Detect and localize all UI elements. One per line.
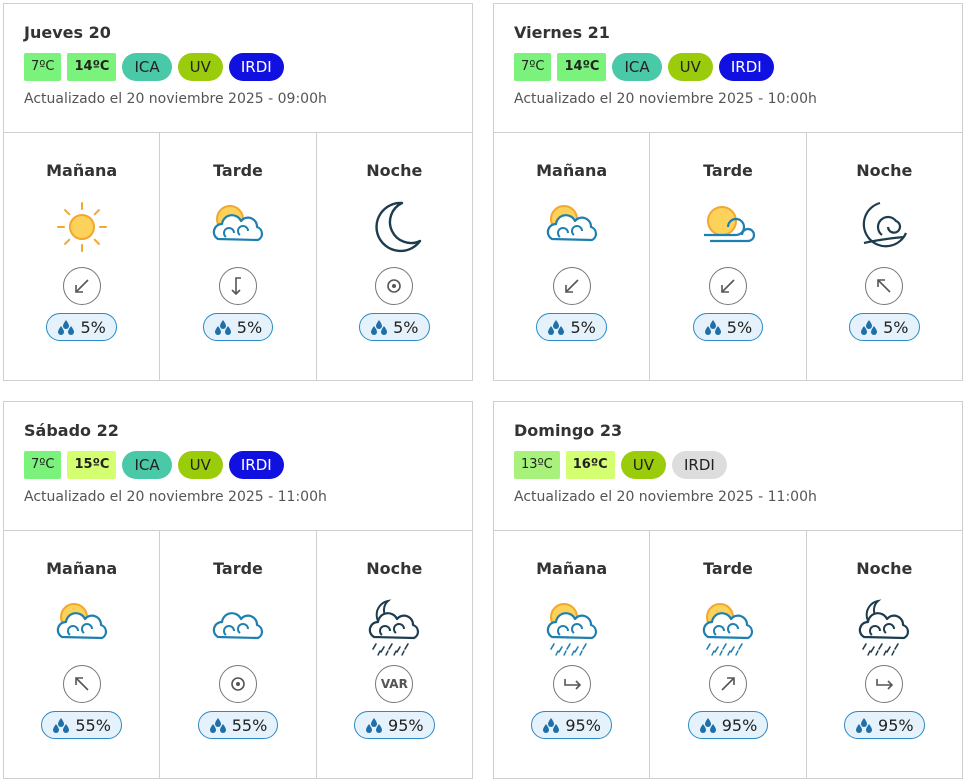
period-label: Tarde: [703, 559, 753, 578]
index-pill-irdi[interactable]: IRDI: [719, 53, 774, 81]
day-title: Viernes 21: [514, 23, 610, 42]
rain-probability-value: 5%: [883, 317, 909, 337]
rain-probability-value: 95%: [565, 715, 601, 735]
updated-text: Actualizado el 20 noviembre 2025 - 10:00h: [514, 91, 817, 107]
wind-direction-icon[interactable]: [375, 665, 413, 703]
index-pill-irdi[interactable]: IRDI: [229, 53, 284, 81]
wind-calm-icon: [383, 275, 405, 297]
rain-drops-icon: [214, 319, 232, 335]
forecast-card: [3, 401, 473, 779]
sun-cloud-rain-icon: [696, 593, 760, 657]
rain-probability-value: 55%: [75, 715, 111, 735]
rain-probability-value: 5%: [726, 317, 753, 337]
temp-max-badge: 15ºC: [67, 451, 116, 479]
temp-min-badge: 7ºC: [24, 53, 61, 81]
day-title: Domingo 23: [514, 421, 623, 440]
wind-calm-icon: [227, 673, 249, 695]
period-column: [160, 531, 316, 778]
rain-probability-badge: [536, 313, 606, 341]
rain-drops-icon: [370, 319, 388, 335]
wind-direction-icon[interactable]: [219, 267, 257, 305]
sun-cloud-icon: [540, 195, 604, 259]
forecast-card: [3, 3, 473, 381]
rain-drops-icon: [209, 717, 227, 733]
forecast-card: [493, 3, 963, 381]
wind-direction-icon[interactable]: [709, 665, 747, 703]
sun-cloud-icon: [206, 195, 270, 259]
index-pill-ica[interactable]: ICA: [122, 53, 171, 81]
wind-arrow-down-left-icon: [561, 275, 583, 297]
index-pill-uv[interactable]: UV: [668, 53, 713, 81]
rain-drops-icon: [52, 717, 70, 733]
wind-arrow-down-icon: [227, 275, 249, 297]
rain-drops-icon: [57, 319, 75, 335]
wind-arrow-up-right-icon: [717, 673, 739, 695]
rain-probability-badge: [531, 711, 612, 739]
rain-drops-icon: [855, 717, 873, 733]
period-column: [4, 531, 160, 778]
forecast-card: [493, 401, 963, 779]
rain-drops-icon: [860, 319, 878, 335]
rain-drops-icon: [699, 717, 717, 733]
wind-direction-icon[interactable]: [709, 267, 747, 305]
rain-drops-icon: [542, 717, 560, 733]
wind-variable-label: VAR: [380, 677, 408, 691]
rain-probability-value: 5%: [80, 317, 106, 337]
rain-probability-badge: [688, 711, 769, 739]
index-pill-ica[interactable]: ICA: [612, 53, 661, 81]
period-column: [160, 133, 316, 380]
moon-wind-icon: [852, 195, 916, 259]
periods-row: [494, 531, 962, 778]
period-column: [494, 133, 650, 380]
period-column: [494, 531, 650, 778]
period-column: [317, 531, 472, 778]
rain-probability-badge: [354, 711, 435, 739]
day-title: Sábado 22: [24, 421, 119, 440]
period-label: Mañana: [46, 559, 118, 578]
rain-probability-value: 5%: [393, 317, 419, 337]
temp-max-badge: 14ºC: [67, 53, 116, 81]
updated-text: Actualizado el 20 noviembre 2025 - 11:00h: [514, 489, 817, 505]
wind-arrow-up-left-icon: [71, 673, 93, 695]
wind-arrow-down-left-icon: [71, 275, 93, 297]
wind-direction-icon[interactable]: [219, 665, 257, 703]
indicator-row: [514, 53, 942, 81]
period-column: [317, 133, 472, 380]
card-header: [494, 402, 962, 531]
index-pill-uv[interactable]: UV: [621, 451, 666, 479]
indicator-row: [24, 451, 452, 479]
period-label: Noche: [366, 161, 423, 180]
rain-probability-value: 95%: [388, 715, 424, 735]
wind-arrow-down-left-icon: [717, 275, 739, 297]
cloud-icon: [206, 593, 270, 657]
period-label: Noche: [856, 559, 913, 578]
wind-arrow-up-left-icon: [873, 275, 895, 297]
period-label: Noche: [366, 559, 423, 578]
moon-cloud-rain-icon: [852, 593, 916, 657]
wind-direction-icon[interactable]: [375, 267, 413, 305]
rain-probability-value: 5%: [570, 317, 596, 337]
temp-min-badge: 7ºC: [514, 53, 551, 81]
rain-probability-value: 5%: [236, 317, 263, 337]
card-header: [4, 4, 472, 133]
period-label: Noche: [856, 161, 913, 180]
sun-haze-icon: [696, 195, 760, 259]
index-pill-ica[interactable]: ICA: [122, 451, 171, 479]
period-label: Mañana: [536, 161, 608, 180]
index-pill-irdi[interactable]: IRDI: [672, 451, 727, 479]
index-pill-uv[interactable]: UV: [178, 53, 223, 81]
card-header: [4, 402, 472, 531]
rain-probability-value: 55%: [231, 715, 268, 735]
rain-probability-badge: [46, 313, 116, 341]
indicator-row: [514, 451, 942, 479]
moon-cloud-rain-icon: [362, 593, 426, 657]
wind-direction-icon[interactable]: [63, 267, 101, 305]
period-label: Tarde: [703, 161, 753, 180]
updated-text: Actualizado el 20 noviembre 2025 - 09:00h: [24, 91, 327, 107]
period-column: [4, 133, 160, 380]
temp-max-badge: 14ºC: [557, 53, 606, 81]
rain-drops-icon: [547, 319, 565, 335]
rain-probability-badge: [359, 313, 429, 341]
rain-probability-badge: [203, 313, 273, 341]
periods-row: [494, 133, 962, 380]
moon-icon: [362, 195, 426, 259]
index-pill-uv[interactable]: UV: [178, 451, 223, 479]
indicator-row: [24, 53, 452, 81]
rain-probability-badge: [41, 711, 122, 739]
periods-row: [4, 133, 472, 380]
period-column: [650, 133, 806, 380]
temp-min-badge: 13ºC: [514, 451, 560, 479]
sun-cloud-icon: [50, 593, 114, 657]
sun-icon: [50, 195, 114, 259]
wind-arrow-right-icon: [873, 673, 895, 695]
sun-cloud-rain-icon: [540, 593, 604, 657]
rain-probability-badge: [198, 711, 279, 739]
rain-probability-value: 95%: [878, 715, 914, 735]
wind-direction-icon[interactable]: [63, 665, 101, 703]
rain-probability-badge: [849, 313, 919, 341]
rain-drops-icon: [704, 319, 722, 335]
index-pill-irdi[interactable]: IRDI: [229, 451, 284, 479]
wind-direction-icon[interactable]: [553, 267, 591, 305]
period-column: [807, 133, 962, 380]
periods-row: [4, 531, 472, 778]
period-label: Tarde: [213, 559, 263, 578]
temp-max-badge: 16ºC: [566, 451, 615, 479]
wind-direction-icon[interactable]: [553, 665, 591, 703]
period-label: Mañana: [536, 559, 608, 578]
rain-probability-badge: [844, 711, 925, 739]
period-column: [807, 531, 962, 778]
wind-direction-icon[interactable]: [865, 665, 903, 703]
rain-drops-icon: [365, 717, 383, 733]
temp-min-badge: 7ºC: [24, 451, 61, 479]
period-label: Mañana: [46, 161, 118, 180]
updated-text: Actualizado el 20 noviembre 2025 - 11:00h: [24, 489, 327, 505]
period-label: Tarde: [213, 161, 263, 180]
wind-arrow-right-icon: [561, 673, 583, 695]
day-title: Jueves 20: [24, 23, 111, 42]
card-header: [494, 4, 962, 133]
rain-probability-badge: [693, 313, 763, 341]
rain-probability-value: 95%: [721, 715, 758, 735]
wind-direction-icon[interactable]: [865, 267, 903, 305]
period-column: [650, 531, 806, 778]
